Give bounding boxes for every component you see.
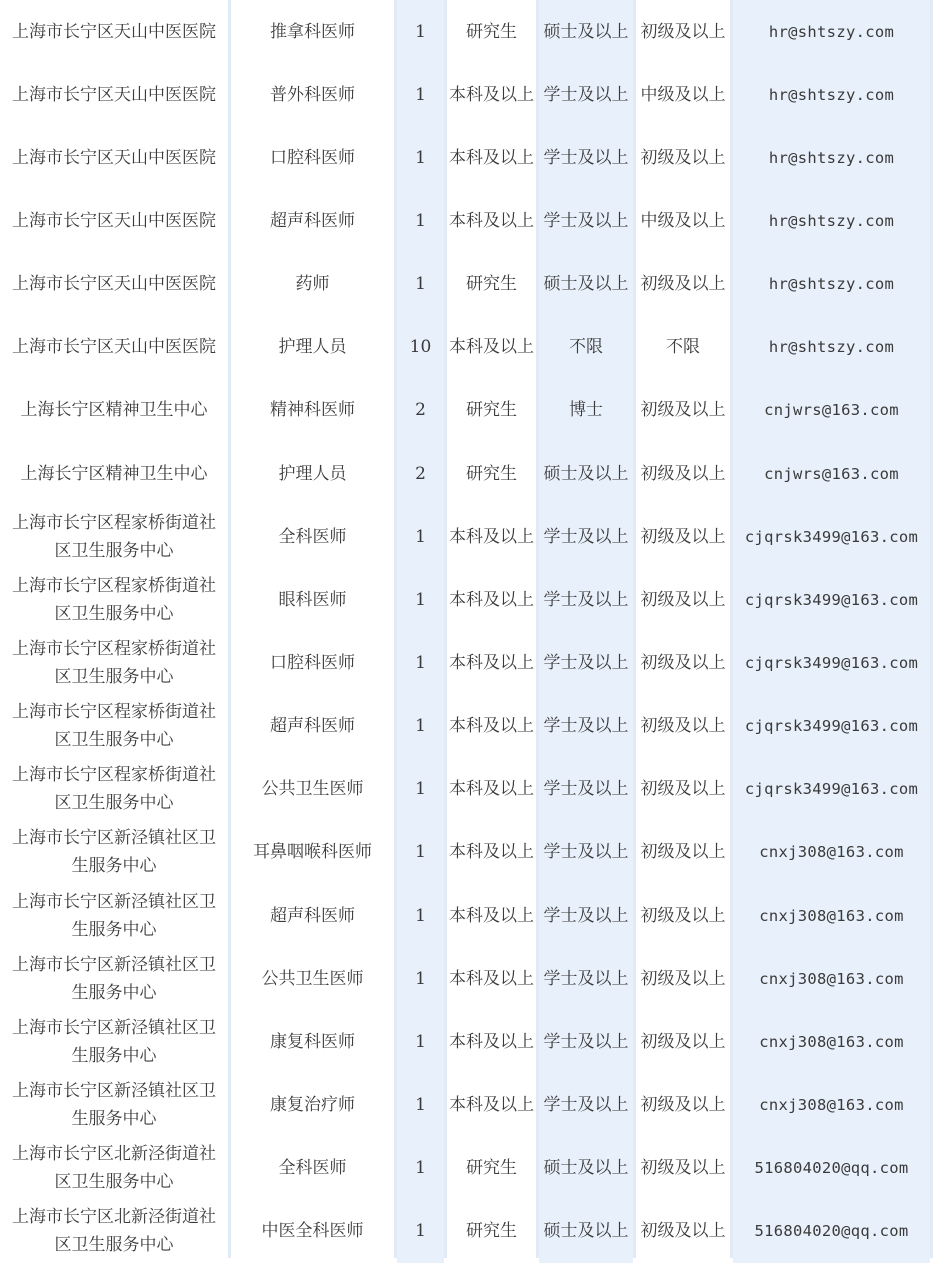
unit-cell: 上海市长宁区程家桥街道社 区卫生服务中心 (0, 758, 228, 821)
count-cell: 1 (397, 1200, 444, 1263)
education-cell: 研究生 (447, 379, 536, 442)
table-row (0, 253, 934, 316)
degree-cell: 学士及以上 (539, 821, 633, 884)
unit-cell: 上海市长宁区新泾镇社区卫 生服务中心 (0, 884, 228, 947)
count-cell: 1 (397, 758, 444, 821)
education-cell: 本科及以上 (447, 631, 536, 694)
position-cell: 全科医师 (231, 1137, 394, 1200)
degree-cell: 博士 (539, 379, 633, 442)
table-row (0, 758, 934, 821)
title-cell: 初级及以上 (636, 379, 730, 442)
count-cell: 1 (397, 253, 444, 316)
table-row (0, 316, 934, 379)
unit-cell: 上海长宁区精神卫生中心 (0, 442, 228, 505)
table-row (0, 884, 934, 947)
email-cell: hr@shtszy.com (733, 63, 930, 126)
education-cell: 研究生 (447, 253, 536, 316)
email-cell: hr@shtszy.com (733, 189, 930, 252)
table-row (0, 1200, 934, 1263)
count-cell: 1 (397, 1073, 444, 1136)
count-cell: 1 (397, 189, 444, 252)
table-row (0, 631, 934, 694)
count-cell: 1 (397, 126, 444, 189)
unit-cell: 上海市长宁区程家桥街道社 区卫生服务中心 (0, 505, 228, 568)
table-row (0, 505, 934, 568)
title-cell: 初级及以上 (636, 505, 730, 568)
column-divider (444, 0, 447, 1258)
table-row (0, 442, 934, 505)
unit-cell: 上海市长宁区天山中医医院 (0, 0, 228, 63)
email-cell: hr@shtszy.com (733, 126, 930, 189)
unit-cell: 上海市长宁区新泾镇社区卫 生服务中心 (0, 821, 228, 884)
position-cell: 中医全科医师 (231, 1200, 394, 1263)
email-cell: hr@shtszy.com (733, 253, 930, 316)
email-cell: hr@shtszy.com (733, 0, 930, 63)
position-cell: 护理人员 (231, 442, 394, 505)
title-cell: 中级及以上 (636, 63, 730, 126)
degree-cell: 学士及以上 (539, 505, 633, 568)
education-cell: 本科及以上 (447, 126, 536, 189)
education-cell: 研究生 (447, 0, 536, 63)
position-cell: 口腔科医师 (231, 126, 394, 189)
column-divider (633, 0, 636, 1258)
title-cell: 初级及以上 (636, 1137, 730, 1200)
position-cell: 药师 (231, 253, 394, 316)
email-cell: hr@shtszy.com (733, 316, 930, 379)
unit-cell: 上海市长宁区天山中医医院 (0, 126, 228, 189)
degree-cell: 硕士及以上 (539, 0, 633, 63)
title-cell: 初级及以上 (636, 821, 730, 884)
table-row (0, 379, 934, 442)
count-cell: 1 (397, 821, 444, 884)
education-cell: 本科及以上 (447, 758, 536, 821)
column-divider (930, 0, 933, 1258)
table-row (0, 1010, 934, 1073)
table-row (0, 189, 934, 252)
table-row (0, 821, 934, 884)
unit-cell: 上海市长宁区程家桥街道社 区卫生服务中心 (0, 631, 228, 694)
table-row (0, 63, 934, 126)
email-cell: cnxj308@163.com (733, 884, 930, 947)
title-cell: 初级及以上 (636, 695, 730, 758)
unit-cell: 上海长宁区精神卫生中心 (0, 379, 228, 442)
table-row (0, 695, 934, 758)
title-cell: 初级及以上 (636, 0, 730, 63)
education-cell: 研究生 (447, 1200, 536, 1263)
degree-cell: 学士及以上 (539, 884, 633, 947)
degree-cell: 学士及以上 (539, 189, 633, 252)
unit-cell: 上海市长宁区北新泾街道社 区卫生服务中心 (0, 1137, 228, 1200)
email-cell: cjqrsk3499@163.com (733, 695, 930, 758)
email-cell: 516804020@qq.com (733, 1200, 930, 1263)
column-divider (730, 0, 733, 1258)
email-cell: cjqrsk3499@163.com (733, 631, 930, 694)
count-cell: 1 (397, 505, 444, 568)
position-cell: 康复科医师 (231, 1010, 394, 1073)
education-cell: 本科及以上 (447, 189, 536, 252)
position-cell: 推拿科医师 (231, 0, 394, 63)
education-cell: 研究生 (447, 1137, 536, 1200)
degree-cell: 学士及以上 (539, 631, 633, 694)
email-cell: cjqrsk3499@163.com (733, 758, 930, 821)
email-cell: cnxj308@163.com (733, 1010, 930, 1073)
count-cell: 10 (397, 316, 444, 379)
email-cell: cnjwrs@163.com (733, 379, 930, 442)
position-cell: 全科医师 (231, 505, 394, 568)
position-cell: 普外科医师 (231, 63, 394, 126)
position-cell: 超声科医师 (231, 189, 394, 252)
degree-cell: 不限 (539, 316, 633, 379)
count-cell: 1 (397, 568, 444, 631)
email-cell: cnjwrs@163.com (733, 442, 930, 505)
education-cell: 本科及以上 (447, 947, 536, 1010)
table-row (0, 947, 934, 1010)
title-cell: 初级及以上 (636, 1200, 730, 1263)
unit-cell: 上海市长宁区新泾镇社区卫 生服务中心 (0, 1073, 228, 1136)
email-cell: 516804020@qq.com (733, 1137, 930, 1200)
count-cell: 1 (397, 1010, 444, 1073)
table-row (0, 1073, 934, 1136)
title-cell: 初级及以上 (636, 1073, 730, 1136)
unit-cell: 上海市长宁区北新泾街道社 区卫生服务中心 (0, 1200, 228, 1263)
count-cell: 1 (397, 63, 444, 126)
degree-cell: 硕士及以上 (539, 1137, 633, 1200)
degree-cell: 学士及以上 (539, 1010, 633, 1073)
degree-cell: 硕士及以上 (539, 442, 633, 505)
degree-cell: 硕士及以上 (539, 253, 633, 316)
title-cell: 初级及以上 (636, 568, 730, 631)
title-cell: 初级及以上 (636, 631, 730, 694)
unit-cell: 上海市长宁区新泾镇社区卫 生服务中心 (0, 947, 228, 1010)
education-cell: 研究生 (447, 442, 536, 505)
education-cell: 本科及以上 (447, 505, 536, 568)
count-cell: 1 (397, 0, 444, 63)
education-cell: 本科及以上 (447, 821, 536, 884)
position-cell: 护理人员 (231, 316, 394, 379)
title-cell: 不限 (636, 316, 730, 379)
count-cell: 2 (397, 442, 444, 505)
title-cell: 初级及以上 (636, 758, 730, 821)
education-cell: 本科及以上 (447, 1073, 536, 1136)
table-row (0, 1137, 934, 1200)
title-cell: 中级及以上 (636, 189, 730, 252)
position-cell: 公共卫生医师 (231, 758, 394, 821)
position-cell: 超声科医师 (231, 884, 394, 947)
education-cell: 本科及以上 (447, 316, 536, 379)
email-cell: cjqrsk3499@163.com (733, 505, 930, 568)
title-cell: 初级及以上 (636, 947, 730, 1010)
column-divider (394, 0, 397, 1258)
title-cell: 初级及以上 (636, 126, 730, 189)
count-cell: 1 (397, 884, 444, 947)
position-cell: 口腔科医师 (231, 631, 394, 694)
degree-cell: 学士及以上 (539, 63, 633, 126)
title-cell: 初级及以上 (636, 1010, 730, 1073)
table-row (0, 0, 934, 63)
count-cell: 1 (397, 631, 444, 694)
email-cell: cnxj308@163.com (733, 947, 930, 1010)
count-cell: 2 (397, 379, 444, 442)
unit-cell: 上海市长宁区程家桥街道社 区卫生服务中心 (0, 695, 228, 758)
degree-cell: 学士及以上 (539, 1073, 633, 1136)
education-cell: 本科及以上 (447, 884, 536, 947)
unit-cell: 上海市长宁区天山中医医院 (0, 63, 228, 126)
position-cell: 超声科医师 (231, 695, 394, 758)
degree-cell: 学士及以上 (539, 126, 633, 189)
degree-cell: 学士及以上 (539, 758, 633, 821)
column-divider (228, 0, 231, 1258)
email-cell: cnxj308@163.com (733, 821, 930, 884)
position-cell: 眼科医师 (231, 568, 394, 631)
title-cell: 初级及以上 (636, 884, 730, 947)
education-cell: 本科及以上 (447, 568, 536, 631)
position-cell: 精神科医师 (231, 379, 394, 442)
unit-cell: 上海市长宁区天山中医医院 (0, 316, 228, 379)
position-cell: 耳鼻咽喉科医师 (231, 821, 394, 884)
count-cell: 1 (397, 1137, 444, 1200)
unit-cell: 上海市长宁区天山中医医院 (0, 253, 228, 316)
unit-cell: 上海市长宁区程家桥街道社 区卫生服务中心 (0, 568, 228, 631)
degree-cell: 硕士及以上 (539, 1200, 633, 1263)
unit-cell: 上海市长宁区新泾镇社区卫 生服务中心 (0, 1010, 228, 1073)
table-row (0, 568, 934, 631)
degree-cell: 学士及以上 (539, 947, 633, 1010)
column-divider (536, 0, 539, 1258)
degree-cell: 学士及以上 (539, 568, 633, 631)
table-row (0, 126, 934, 189)
education-cell: 本科及以上 (447, 63, 536, 126)
email-cell: cjqrsk3499@163.com (733, 568, 930, 631)
position-cell: 康复治疗师 (231, 1073, 394, 1136)
title-cell: 初级及以上 (636, 442, 730, 505)
education-cell: 本科及以上 (447, 1010, 536, 1073)
unit-cell: 上海市长宁区天山中医医院 (0, 189, 228, 252)
degree-cell: 学士及以上 (539, 695, 633, 758)
count-cell: 1 (397, 947, 444, 1010)
position-cell: 公共卫生医师 (231, 947, 394, 1010)
count-cell: 1 (397, 695, 444, 758)
email-cell: cnxj308@163.com (733, 1073, 930, 1136)
title-cell: 初级及以上 (636, 253, 730, 316)
education-cell: 本科及以上 (447, 695, 536, 758)
